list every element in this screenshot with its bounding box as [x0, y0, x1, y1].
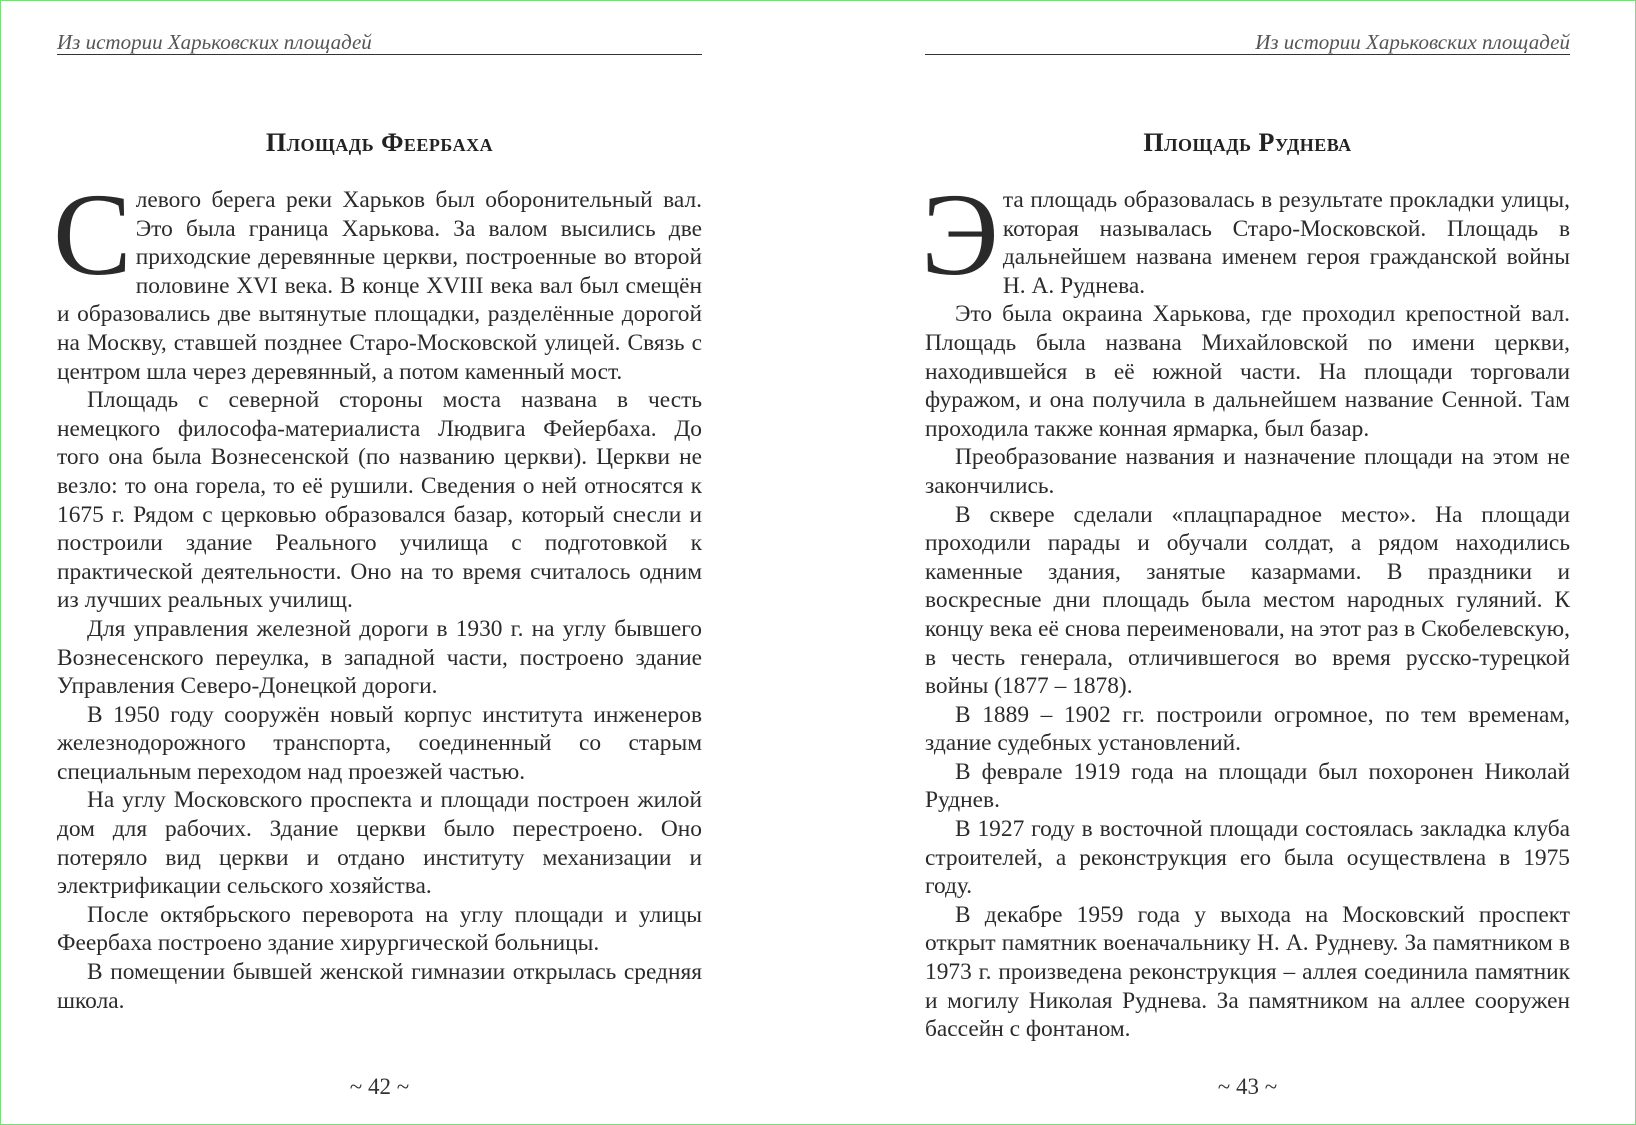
left-first-paragraph-text: левого берега реки Харьков был оборонительный вал. Это была граница Харькова. За валом высились две приходские деревянные церкви, построенные во второй половине XVI века. В конце XVIII века вал был смещён и образовались две вытянутые площадки, разделённые дорогой на Москву, ставшей позднее Старо-Московской улицей. Связь с центром шла через деревянный, а потом каменный мост. [57, 187, 702, 385]
right-paragraph: В сквере сделали «плацпарадное место». На площади проходили парады и обучали солдат, а рядом находились каменные здания, занятые казармами. В праздники и воскресные дни площадь была местом народных гуляний. К концу века её снова переименовали, на этот раз в Скобелевскую, в честь генерала, отличившегося во время русско-турецкой войны (1877 – 1878). [925, 501, 1570, 700]
right-page [921, 0, 1570, 1125]
right-first-paragraph-text: та площадь образовалась в результате прокладки улицы, которая называлась Старо-Московской. Площадь в дальнейшем названа именем героя гражданской войны Н. А. Руднева. [1002, 187, 1570, 299]
left-paragraph: Для управления железной дороги в 1930 г. на углу бывшего Вознесенского переулка, в западной части, построено здание Управления Северо-Донецкой дороги. [57, 615, 702, 700]
right-paragraph: В феврале 1919 года на площади был похоронен Николай Руднев. [925, 758, 1570, 814]
right-running-head: Из истории Харьковских площадей [925, 27, 1570, 55]
left-paragraph: В 1950 году сооружён новый корпус института инженеров железнодорожного транспорта, соединенный со старым специальным переходом над проезжей частью. [57, 701, 702, 785]
right-page-number: ~ 43 ~ [1217, 1074, 1278, 1099]
right-paragraph: В декабре 1959 года у выхода на Московский проспект открыт памятник военачальнику Н. А. Рудневу. За памятником в 1973 г. произведена реконструкция – аллея соединила памятник и могилу Николая Руднева. За памятником на аллее сооружен бассейн с фонтаном. [925, 901, 1570, 1043]
right-dropcap: Э [921, 169, 999, 300]
left-paragraph: На углу Московского проспекта и площади построен жилой дом для рабочих. Здание церкви было перестроено. Оно потеряло вид церкви и отдано институту механизации и электрификации сельского хозяйства. [57, 787, 702, 900]
left-running-head: Из истории Харьковских площадей [57, 27, 702, 55]
right-section-title: Площадь Руднева [1143, 128, 1352, 157]
right-first-paragraph [921, 169, 1570, 300]
left-paragraph: После октябрьского переворота на углу площади и улицы Феербаха построено здание хирургической больницы. [57, 901, 702, 957]
left-section-title: Площадь Феербаха [265, 128, 494, 157]
right-paragraph: В 1927 году в восточной площади состоялась закладка клуба строителей, а реконструкция его была осуществлена в 1975 году. [925, 816, 1570, 900]
left-paragraph: В помещении бывшей женской гимназии открылась средняя школа. [57, 959, 702, 1014]
left-page-number: ~ 42 ~ [349, 1074, 410, 1099]
right-paragraph: В 1889 – 1902 гг. построили огромное, по тем временам, здание судебных установлений. [925, 701, 1570, 757]
right-paragraph: Преобразование названия и назначение площади на этом не закончились. [925, 444, 1570, 499]
right-paragraph: Это была окраина Харькова, где проходил крепостной вал. Площадь была названа Михайловской по имени церкви, находившейся в её южной части. На площади торговали фуражом, и она получила в дальнейшем название Сенной. Там проходила также конная ярмарка, был базар. [925, 301, 1570, 442]
left-body-text [53, 169, 702, 1015]
left-page [53, 0, 702, 1125]
left-paragraph: Площадь с северной стороны моста названа в честь немецкого философа-материалиста Людвига Фейербаха. До того она была Вознесенской (по названию церкви). Церкви не везло: то она горела, то её рушили. Сведения о ней относятся к 1675 г. Рядом с церковью образовался базар, который снесли и построили здание Реального училища с подготовкой к практической деятельности. Оно на то время считалось одним из лучших реальных училищ. [57, 387, 702, 614]
left-first-paragraph [53, 169, 702, 386]
left-dropcap: С [53, 169, 132, 300]
right-body-text [921, 169, 1570, 1044]
